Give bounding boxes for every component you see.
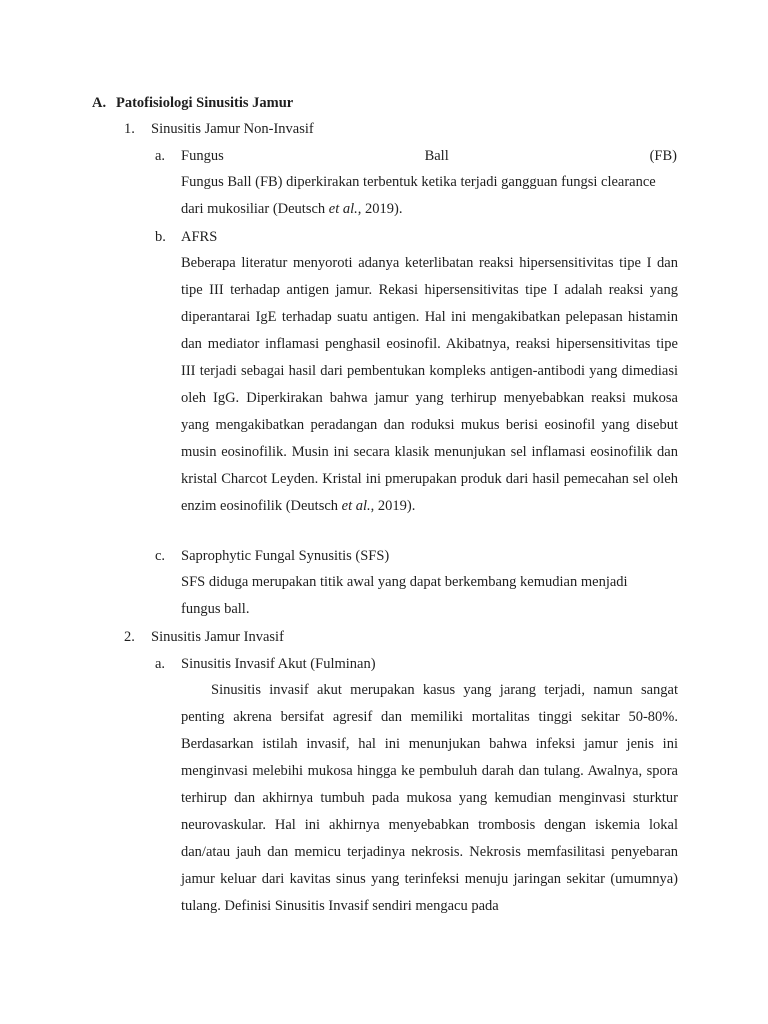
title-word: Fungus (181, 148, 224, 164)
paragraph-text: , 2019). (370, 498, 416, 514)
subitem-1b-heading (155, 227, 217, 247)
subitem-2a-heading (155, 654, 376, 674)
title-word: (FB) (649, 148, 677, 164)
subitem-1a-paragraph (181, 169, 678, 223)
paragraph-italic: et al. (328, 201, 358, 217)
subitem-1a-letter (155, 146, 181, 166)
list-item-title: Sinusitis Jamur Invasif (151, 629, 284, 645)
subitem-title: Sinusitis Invasif Akut (Fulminan) (181, 656, 376, 672)
subitem-1b-paragraph (181, 250, 678, 520)
paragraph-italic: et al. (341, 498, 371, 514)
list-number: 1. (124, 121, 135, 137)
subitem-1a-title (181, 146, 677, 166)
section-marker: A. (92, 95, 107, 111)
sub-letter: a. (155, 656, 166, 672)
subitem-1c-heading (155, 546, 389, 566)
title-word: Ball (424, 148, 449, 164)
list-item-2-heading (124, 627, 284, 647)
list-number: 2. (124, 629, 135, 645)
paragraph-text: Beberapa literatur menyoroti adanya keterlibatan reaksi hipersensitivitas tipe I dan tipe III terhadap antigen jamur. Rekasi hipersensitivitas tipe I adalah reaksi yang diperantarai IgE terhadap suatu antigen. Hal ini mengakibatkan pelepasan histamin dan mediator inflamasi penghasil eosinofil. Akibatnya, reaksi hipersensitivitas tipe III terjadi sebagai hasil dari pembentukan kompleks antigen-antibodi yang dimediasi oleh IgG. Diperkirakan bahwa jamur yang terhirup menyebabkan reaksi mukosa yang mengakibatkan peradangan dan roduksi mukus berisi eosinofil yang disebut musin eosinofilik. Musin ini secara klasik menunjukan sel inflamasi eosinofilik dan kristal Charcot Leyden. Kristal ini pmerupakan produk dari hasil pemecahan sel oleh enzim eosinofilik (Deutsch (181, 255, 678, 514)
sub-letter: b. (155, 229, 166, 245)
subitem-1c-paragraph: SFS diduga merupakan titik awal yang dapat berkembang kemudian menjadi fungus ball. (181, 574, 628, 617)
sub-letter: a. (155, 148, 166, 164)
list-item-title: Sinusitis Jamur Non-Invasif (151, 121, 314, 137)
section-title: Patofisiologi Sinusitis Jamur (116, 95, 294, 111)
subitem-2a-paragraph: Sinusitis invasif akut merupakan kasus yang jarang terjadi, namun sangat penting akrena bersifat agresif dan memiliki mortalitas tinggi sekitar 50-80%. Berdasarkan istilah invasif, hal ini menunjukan bahwa infeksi jamur jenis ini menginvasi melebihi mukosa hingga ke pembuluh darah dan tulang. Awalnya, spora terhirup dan akhirnya tumbuh pada mukosa yang kemudian menginvasi sturktur neurovaskular. Hal ini akhirnya menyebabkan trombosis dengan iskemia lokal dan/atau jauh dan memicu terjadinya nekrosis. Nekrosis memfasilitasi penyebaran jamur keluar dari kavitas sinus yang terinfeksi menuju jaringan sekitar (umumnya) tulang. Definisi Sinusitis Invasif sendiri mengacu pada (181, 682, 678, 914)
subitem-title: AFRS (181, 229, 218, 245)
subitem-title: Saprophytic Fungal Synusitis (SFS) (181, 548, 390, 564)
paragraph-text: , 2019). (357, 201, 403, 217)
section-heading (92, 93, 293, 113)
sub-letter: c. (155, 548, 166, 564)
list-item-1-heading (124, 119, 314, 139)
paragraph-text: Fungus Ball (FB) diperkirakan terbentuk ketika terjadi gangguan fungsi clearance dari mukosiliar (Deutsch (181, 174, 656, 217)
